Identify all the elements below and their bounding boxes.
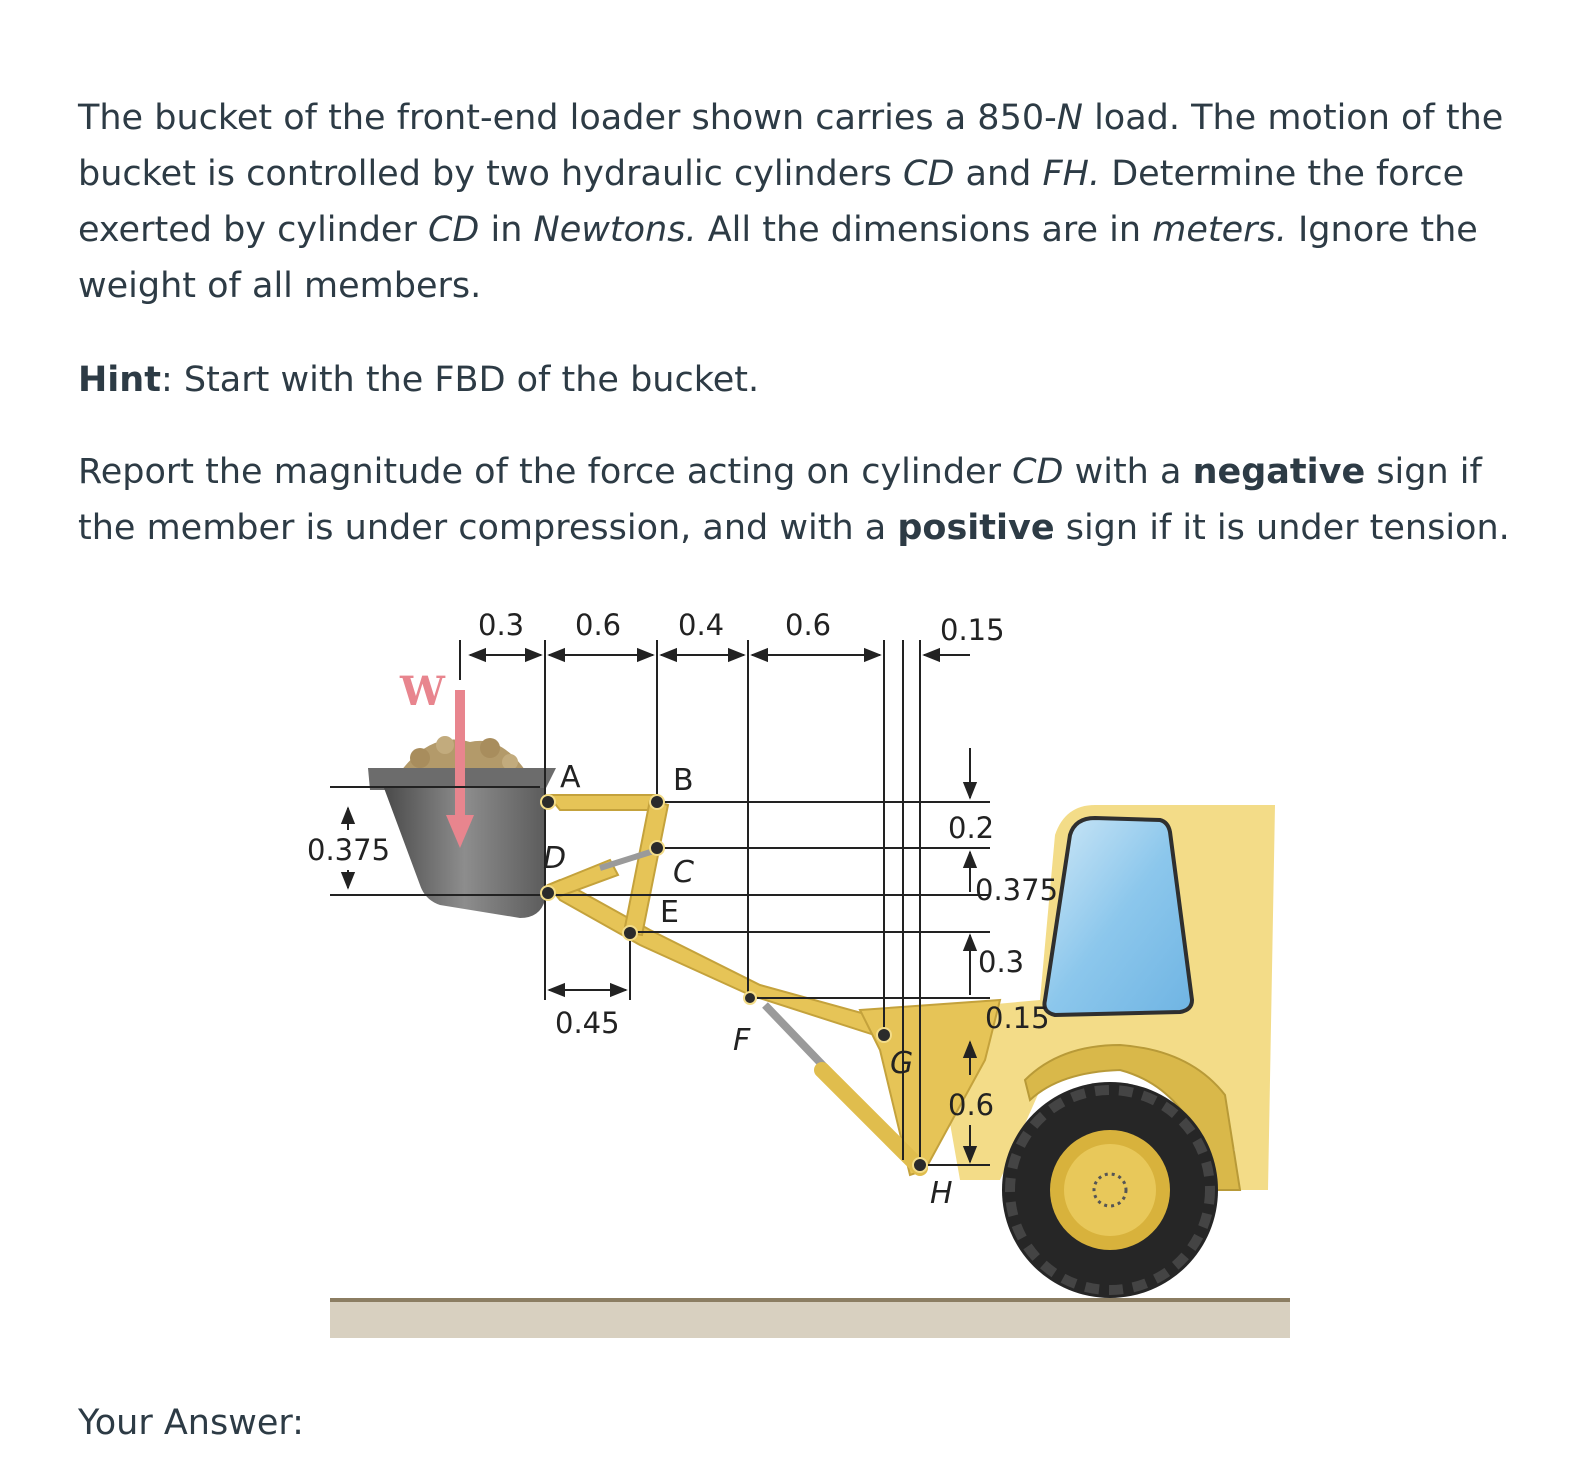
dim-0-375-right: 0.375 (975, 873, 1059, 907)
text-run: N (1056, 98, 1083, 138)
text-run: FH. (1042, 154, 1101, 194)
text-run: CD (903, 154, 955, 194)
front-tire (1002, 1082, 1218, 1298)
text-run: with a (1063, 452, 1193, 492)
text-run: The bucket of the front-end loader shown carries a 850- (78, 98, 1057, 138)
text-run: CD (1012, 452, 1064, 492)
text-run: in (479, 210, 534, 250)
dim-0-4: 0.4 (678, 608, 725, 642)
point-g-label: G (890, 1046, 914, 1081)
text-run: Newtons. (533, 210, 697, 250)
text-run: meters. (1152, 210, 1287, 250)
text-run: : Start with the FBD of the bucket. (160, 360, 760, 400)
text-run: All the dimensions are in (696, 210, 1153, 250)
point-h-label: H (930, 1176, 953, 1211)
point-a-label: A (560, 760, 581, 795)
text-run: positive (897, 508, 1055, 548)
text-run: sign if the member is under compression, and with a (78, 452, 1482, 548)
dim-0-6-a: 0.6 (575, 608, 622, 642)
point-b-label: B (673, 763, 694, 798)
text-run: Ignore the weight of all members. (78, 210, 1478, 306)
dim-0-3: 0.3 (478, 608, 525, 642)
text-run: CD (427, 210, 480, 250)
point-c-label: C (673, 855, 694, 890)
dim-0-15-right: 0.15 (985, 1001, 1050, 1035)
dim-0-6-right: 0.6 (948, 1088, 995, 1122)
dim-0-6-b: 0.6 (785, 608, 832, 642)
point-e-label: E (660, 895, 679, 930)
dim-0-15-top: 0.15 (940, 613, 1005, 647)
dim-0-45: 0.45 (555, 1006, 620, 1040)
dim-bucket-height: 0.375 (307, 833, 391, 867)
text-run: Determine the force exerted by cylinder (78, 154, 1465, 250)
point-f-label: F (733, 1023, 751, 1058)
text-run: negative (1192, 452, 1366, 492)
dim-0-3-right: 0.3 (978, 945, 1025, 979)
text-run: Report the magnitude of the force acting on cylinder (78, 452, 1013, 492)
point-d-label: D (543, 841, 567, 876)
text-run: Hint (78, 360, 161, 400)
text-run: load. The motion of the bucket is controlled by two hydraulic cylinders (78, 98, 1504, 194)
ground (330, 1298, 1290, 1338)
dim-0-2: 0.2 (948, 811, 995, 845)
your-answer-label: Your Answer: (78, 1403, 304, 1443)
text-run: and (954, 154, 1043, 194)
load-label: W (400, 668, 445, 715)
text-run: sign if it is under tension. (1054, 508, 1510, 548)
